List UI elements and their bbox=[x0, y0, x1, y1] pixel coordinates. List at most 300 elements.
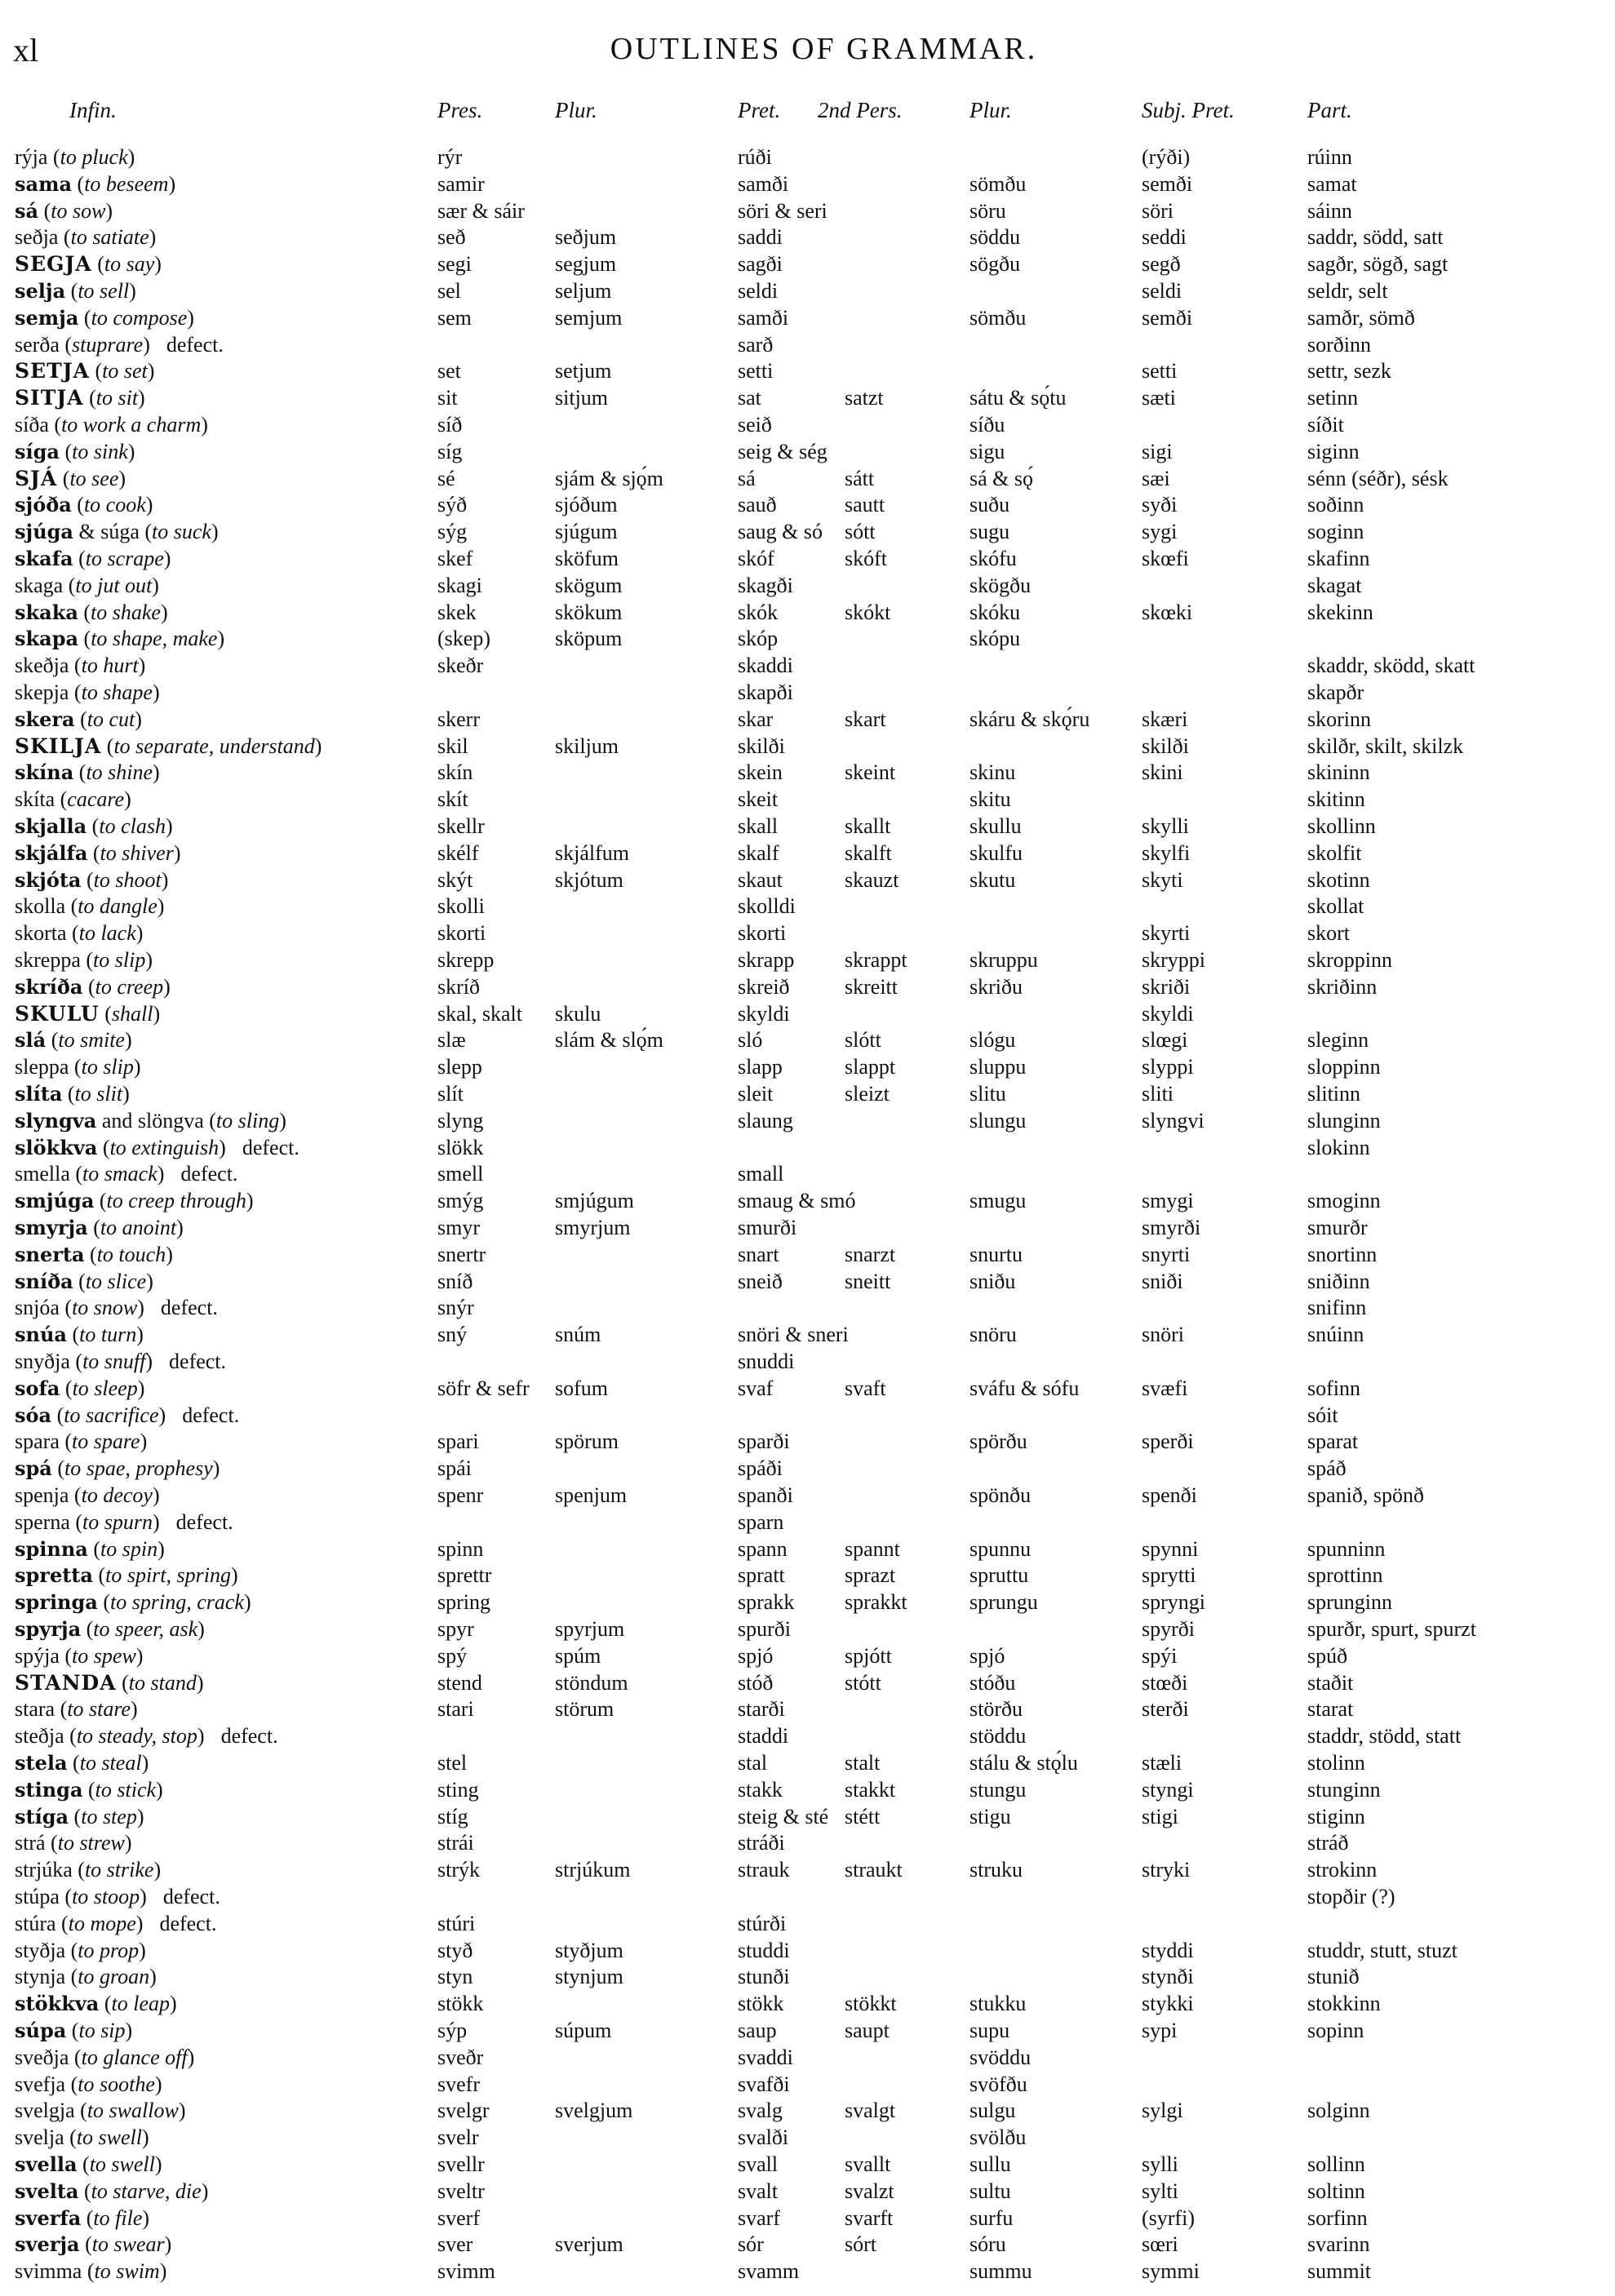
verb-headword: svella bbox=[15, 2152, 78, 2176]
defective-note: defect. bbox=[169, 1350, 227, 1373]
preterite-plural-cell: stukku bbox=[969, 1992, 1027, 2016]
second-person-cell: sátt bbox=[845, 466, 875, 490]
preterite-cell: studdi bbox=[738, 1938, 790, 1962]
second-person-cell: snarzt bbox=[845, 1242, 896, 1266]
table-row bbox=[0, 1965, 1615, 1992]
present-cell: rýr bbox=[437, 145, 463, 169]
preterite-cell: steig & sté bbox=[738, 1804, 829, 1828]
present-cell: spenr bbox=[437, 1483, 484, 1507]
defective-note: defect. bbox=[162, 1885, 220, 1908]
subjunctive-preterite-cell: spryngi bbox=[1142, 1590, 1205, 1615]
preterite-cell: svalg bbox=[738, 2099, 783, 2123]
participle-cell: stolinn bbox=[1307, 1751, 1365, 1775]
participle-cell: skininn bbox=[1307, 760, 1370, 785]
subjunctive-preterite-cell: skœki bbox=[1142, 600, 1193, 624]
verb-gloss: to prop bbox=[78, 1938, 140, 1962]
participle-cell: skorinn bbox=[1307, 707, 1371, 731]
participle-cell: spunninn bbox=[1307, 1536, 1386, 1561]
subjunctive-preterite-cell: symmi bbox=[1142, 2259, 1200, 2284]
table-row bbox=[0, 707, 1615, 734]
present-cell: svimm bbox=[437, 2259, 495, 2284]
present-cell: skélf bbox=[437, 840, 479, 865]
present-cell: sem bbox=[437, 305, 472, 330]
subjunctive-preterite-cell: söri bbox=[1142, 198, 1174, 223]
preterite-cell: strauk bbox=[738, 1858, 790, 1882]
infinitive-cell: slökkva (to extinguish) defect. bbox=[15, 1135, 299, 1159]
verb-gloss: to spurn bbox=[82, 1509, 153, 1534]
participle-cell: soginn bbox=[1307, 520, 1364, 544]
present-cell: stel bbox=[437, 1751, 468, 1775]
preterite-cell: skrapp bbox=[738, 948, 795, 972]
infinitive-cell: svelja (to swell) bbox=[15, 2125, 149, 2150]
verb-headword: skeðja bbox=[15, 654, 69, 678]
verb-gloss: to decoy bbox=[81, 1483, 153, 1507]
table-row bbox=[0, 574, 1615, 601]
subjunctive-preterite-cell: sygi bbox=[1142, 520, 1178, 544]
verb-gloss: to leap bbox=[111, 1992, 171, 2016]
table-row bbox=[0, 1109, 1615, 1136]
preterite-cell: stúrði bbox=[738, 1911, 787, 1935]
verb-headword: SJÁ bbox=[15, 466, 58, 490]
table-row bbox=[0, 1136, 1615, 1163]
participle-cell: spúð bbox=[1307, 1643, 1348, 1668]
verb-gloss: to slip bbox=[93, 948, 146, 972]
participle-cell: síðit bbox=[1307, 413, 1344, 437]
preterite-plural-cell: svöddu bbox=[969, 2045, 1032, 2069]
infinitive-cell: skíta (cacare) bbox=[15, 787, 131, 812]
preterite-plural-cell: sulgu bbox=[969, 2099, 1016, 2123]
verb-gloss: to swell bbox=[89, 2152, 155, 2176]
verb-headword: skafa bbox=[15, 547, 73, 570]
present-plural-cell: svelgjum bbox=[555, 2099, 633, 2123]
preterite-plural-cell: sultu bbox=[969, 2179, 1011, 2203]
preterite-cell: stóð bbox=[738, 1670, 774, 1695]
preterite-cell: saddi bbox=[738, 225, 783, 250]
present-plural-cell: skjótum bbox=[555, 867, 623, 892]
infinitive-cell: síða (to work a charm) bbox=[15, 413, 208, 437]
subjunctive-preterite-cell: spynni bbox=[1142, 1536, 1199, 1561]
preterite-plural-cell: sváfu & sófu bbox=[969, 1376, 1080, 1400]
table-row bbox=[0, 1510, 1615, 1537]
second-person-cell: sautt bbox=[845, 493, 885, 517]
infinitive-cell: sníða (to slice) bbox=[15, 1269, 153, 1293]
verb-headword: spinna bbox=[15, 1536, 88, 1561]
verb-headword: strá bbox=[15, 1831, 46, 1855]
page-number: xl bbox=[13, 32, 39, 69]
second-person-cell: svalgt bbox=[845, 2099, 896, 2123]
header-participle: Part. bbox=[1307, 98, 1352, 122]
subjunctive-preterite-cell: sigi bbox=[1142, 439, 1173, 463]
present-cell: stari bbox=[437, 1697, 474, 1722]
second-person-cell: skalft bbox=[845, 840, 892, 865]
preterite-plural-cell: sluppu bbox=[969, 1055, 1027, 1079]
header-infinitive: Infin. bbox=[69, 98, 117, 122]
verb-headword: skera bbox=[15, 707, 75, 731]
verb-gloss: to strew bbox=[57, 1831, 125, 1855]
present-cell: skek bbox=[437, 600, 477, 624]
verb-headword: sverfa bbox=[15, 2205, 82, 2230]
second-person-cell: spjótt bbox=[845, 1643, 892, 1668]
preterite-cell: stunði bbox=[738, 1965, 790, 1989]
subjunctive-preterite-cell: slœgi bbox=[1142, 1028, 1188, 1053]
infinitive-cell: skafa (to scrape) bbox=[15, 547, 171, 570]
preterite-cell: skaddi bbox=[738, 654, 793, 678]
verb-gloss: to snuff bbox=[82, 1350, 146, 1373]
preterite-cell: saug & só bbox=[738, 520, 823, 544]
preterite-plural-cell: suðu bbox=[969, 493, 1010, 517]
subjunctive-preterite-cell: styngi bbox=[1142, 1777, 1194, 1802]
verb-headword: skaka bbox=[15, 600, 78, 624]
subjunctive-preterite-cell: smyrði bbox=[1142, 1216, 1201, 1239]
table-row bbox=[0, 1697, 1615, 1724]
participle-cell: sprottinn bbox=[1307, 1563, 1383, 1588]
verb-headword: strjúka bbox=[15, 1858, 73, 1882]
verb-headword: skreppa bbox=[15, 948, 81, 972]
participle-cell: seldr, selt bbox=[1307, 279, 1388, 303]
infinitive-cell: sverja (to swear) bbox=[15, 2232, 172, 2257]
present-plural-cell: störum bbox=[555, 1697, 614, 1722]
preterite-plural-cell: skitu bbox=[969, 787, 1011, 812]
table-row bbox=[0, 654, 1615, 680]
present-cell: skil bbox=[437, 734, 468, 758]
present-cell: svefr bbox=[437, 2072, 480, 2096]
verb-headword: sama bbox=[15, 171, 73, 196]
preterite-cell: skorti bbox=[738, 921, 787, 946]
verb-gloss: to compose bbox=[91, 305, 188, 330]
table-row bbox=[0, 1055, 1615, 1082]
preterite-plural-cell: söddu bbox=[969, 225, 1021, 250]
verb-headword: rýja bbox=[15, 145, 48, 169]
preterite-plural-cell: skóku bbox=[969, 600, 1021, 624]
second-person-cell: svalzt bbox=[845, 2179, 894, 2203]
present-plural-cell: slám & slǫ́m bbox=[555, 1028, 663, 1053]
second-person-cell: skreitt bbox=[845, 974, 898, 999]
present-cell: sting bbox=[437, 1777, 479, 1802]
subjunctive-preterite-cell: slyppi bbox=[1142, 1055, 1194, 1079]
infinitive-cell: selja (to sell) bbox=[15, 279, 136, 303]
verb-gloss: to groan bbox=[78, 1965, 150, 1989]
table-row bbox=[0, 1323, 1615, 1350]
subjunctive-preterite-cell: snöri bbox=[1142, 1323, 1184, 1347]
participle-cell: sollinn bbox=[1307, 2152, 1365, 2176]
second-person-cell: skóft bbox=[845, 547, 887, 570]
verb-gloss: to mope bbox=[68, 1911, 136, 1935]
table-row bbox=[0, 1243, 1615, 1270]
verb-gloss: to spew bbox=[72, 1643, 136, 1668]
verb-headword: skjóta bbox=[15, 867, 82, 892]
participle-cell: staddr, stödd, statt bbox=[1307, 1724, 1462, 1749]
verb-gloss: to scrape bbox=[85, 547, 164, 570]
participle-cell: sagðr, sögð, sagt bbox=[1307, 252, 1449, 277]
participle-cell: skolfit bbox=[1307, 840, 1362, 865]
verb-gloss: to creep through bbox=[106, 1189, 246, 1213]
table-row bbox=[0, 1912, 1615, 1939]
verb-gloss: to steal bbox=[79, 1751, 142, 1775]
table-row bbox=[0, 894, 1615, 921]
verb-gloss: cacare bbox=[67, 787, 125, 812]
present-cell: strýk bbox=[437, 1858, 480, 1882]
verb-headword: svelja bbox=[15, 2125, 64, 2150]
header-present: Pres. bbox=[437, 98, 483, 122]
verb-gloss: to strike bbox=[84, 1858, 154, 1882]
verb-gloss: to turn bbox=[79, 1323, 137, 1347]
preterite-plural-cell: stungu bbox=[969, 1777, 1027, 1802]
preterite-plural-cell: sigu bbox=[969, 439, 1005, 463]
subjunctive-preterite-cell: stynði bbox=[1142, 1965, 1194, 1989]
present-cell: sver bbox=[437, 2232, 473, 2257]
present-cell: styð bbox=[437, 1938, 473, 1962]
subjunctive-preterite-cell: snyrti bbox=[1142, 1242, 1191, 1266]
preterite-plural-cell: slungu bbox=[969, 1108, 1027, 1132]
present-cell: sný bbox=[437, 1323, 468, 1347]
table-row bbox=[0, 1162, 1615, 1189]
verb-gloss: to stand bbox=[128, 1670, 197, 1695]
second-person-cell: stakkt bbox=[845, 1777, 896, 1802]
second-person-cell: stökkt bbox=[845, 1992, 897, 2016]
participle-cell: spurðr, spurt, spurzt bbox=[1307, 1617, 1476, 1641]
page-title: OUTLINES OF GRAMMAR. bbox=[610, 32, 1038, 66]
participle-cell: samat bbox=[1307, 171, 1357, 196]
table-row bbox=[0, 493, 1615, 520]
subjunctive-preterite-cell: sæi bbox=[1142, 466, 1170, 490]
participle-cell: sóit bbox=[1307, 1403, 1338, 1427]
table-row bbox=[0, 921, 1615, 948]
preterite-cell: starði bbox=[738, 1697, 785, 1722]
preterite-cell: spratt bbox=[738, 1563, 785, 1588]
preterite-cell: svaf bbox=[738, 1376, 774, 1400]
verb-gloss: to shoot bbox=[93, 867, 162, 892]
table-row bbox=[0, 1805, 1615, 1832]
second-person-cell: svarft bbox=[845, 2205, 894, 2230]
table-row bbox=[0, 1002, 1615, 1029]
subjunctive-preterite-cell: skyrti bbox=[1142, 921, 1191, 946]
preterite-cell: skapði bbox=[738, 680, 793, 704]
present-cell: skolli bbox=[437, 894, 485, 919]
second-person-cell: slappt bbox=[845, 1055, 896, 1079]
table-row bbox=[0, 1270, 1615, 1296]
table-row bbox=[0, 2179, 1615, 2206]
table-row bbox=[0, 225, 1615, 252]
preterite-plural-cell: spruttu bbox=[969, 1563, 1029, 1588]
participle-cell: skollat bbox=[1307, 894, 1364, 919]
infinitive-cell: snerta (to touch) bbox=[15, 1242, 173, 1266]
preterite-cell: snart bbox=[738, 1242, 779, 1266]
preterite-cell: skóf bbox=[738, 547, 774, 570]
table-row bbox=[0, 1939, 1615, 1966]
participle-cell: stráð bbox=[1307, 1831, 1349, 1855]
participle-cell: soðinn bbox=[1307, 493, 1364, 517]
preterite-cell: snuddi bbox=[738, 1350, 795, 1373]
participle-cell: saddr, södd, satt bbox=[1307, 225, 1444, 250]
infinitive-cell: stela (to steal) bbox=[15, 1751, 149, 1775]
preterite-cell: slapp bbox=[738, 1055, 783, 1079]
present-cell: skagi bbox=[437, 573, 482, 597]
table-row bbox=[0, 680, 1615, 707]
infinitive-cell: skjálfa (to shiver) bbox=[15, 840, 181, 865]
verb-headword: stökkva bbox=[15, 1992, 100, 2016]
present-cell: spari bbox=[437, 1429, 479, 1454]
second-person-cell: spannt bbox=[845, 1536, 900, 1561]
table-row bbox=[0, 2259, 1615, 2286]
subjunctive-preterite-cell: sylti bbox=[1142, 2179, 1178, 2203]
verb-headword: stinga bbox=[15, 1777, 83, 1802]
second-person-cell: svaft bbox=[845, 1376, 886, 1400]
verb-gloss: to dangle bbox=[78, 894, 158, 919]
preterite-cell: setti bbox=[738, 359, 774, 383]
table-row bbox=[0, 2072, 1615, 2099]
verb-headword: seðja bbox=[15, 225, 59, 250]
table-row bbox=[0, 868, 1615, 895]
preterite-plural-cell: skáru & skǫ́ru bbox=[969, 707, 1090, 731]
verb-headword: skaga bbox=[15, 573, 64, 597]
present-cell: slæ bbox=[437, 1028, 466, 1053]
table-row bbox=[0, 627, 1615, 654]
subjunctive-preterite-cell: sylli bbox=[1142, 2152, 1178, 2176]
verb-gloss: to slice bbox=[85, 1269, 147, 1293]
present-cell: sýð bbox=[437, 493, 468, 517]
verb-headword: semja bbox=[15, 305, 79, 330]
defective-note: defect. bbox=[160, 1296, 218, 1320]
verb-headword: sleppa bbox=[15, 1055, 69, 1079]
present-plural-cell: sköpum bbox=[555, 627, 623, 651]
infinitive-cell: skeðja (to hurt) bbox=[15, 654, 146, 678]
infinitive-cell: sveðja (to glance off) bbox=[15, 2045, 195, 2069]
verb-gloss: to pluck bbox=[60, 145, 128, 169]
verb-gloss: to shake bbox=[91, 600, 161, 624]
second-person-cell: sótt bbox=[845, 520, 876, 544]
present-plural-cell: stynjum bbox=[555, 1965, 623, 1989]
preterite-cell: spáði bbox=[738, 1456, 783, 1481]
verb-headword: skapa bbox=[15, 627, 79, 651]
verb-headword: spýja bbox=[15, 1643, 60, 1668]
second-person-cell: sprakkt bbox=[845, 1590, 907, 1615]
preterite-cell: sneið bbox=[738, 1269, 783, 1293]
infinitive-cell: skaga (to jut out) bbox=[15, 573, 159, 597]
verb-headword: skolla bbox=[15, 894, 66, 919]
verb-gloss: to cut bbox=[87, 707, 135, 731]
present-cell: sé bbox=[437, 466, 455, 490]
table-row bbox=[0, 2099, 1615, 2125]
verb-gloss: to cook bbox=[83, 493, 146, 517]
verb-gloss: to satiate bbox=[70, 225, 149, 250]
second-person-cell: stétt bbox=[845, 1804, 881, 1828]
second-person-cell: straukt bbox=[845, 1858, 903, 1882]
verb-gloss: to lack bbox=[78, 921, 136, 946]
preterite-plural-cell: sullu bbox=[969, 2152, 1011, 2176]
participle-cell: slokinn bbox=[1307, 1135, 1370, 1159]
present-cell: skít bbox=[437, 787, 468, 812]
infinitive-cell: strjúka (to strike) bbox=[15, 1858, 162, 1882]
second-person-cell: skeint bbox=[845, 760, 896, 785]
verb-headword: slá bbox=[15, 1028, 47, 1053]
subjunctive-preterite-cell: sniði bbox=[1142, 1269, 1183, 1293]
present-cell: spyr bbox=[437, 1617, 474, 1641]
preterite-plural-cell: sóru bbox=[969, 2232, 1006, 2257]
subjunctive-preterite-cell: segð bbox=[1142, 252, 1181, 277]
preterite-cell: sat bbox=[738, 386, 761, 410]
table-row bbox=[0, 1644, 1615, 1671]
subjunctive-preterite-cell: sypi bbox=[1142, 2019, 1178, 2042]
infinitive-cell: SJÁ (to see) bbox=[15, 466, 126, 490]
infinitive-cell: SKULU (shall) bbox=[15, 1001, 161, 1026]
subjunctive-preterite-cell: skœfi bbox=[1142, 547, 1189, 570]
verb-headword: stúpa bbox=[15, 1885, 60, 1908]
verb-gloss: to slip bbox=[81, 1055, 134, 1079]
preterite-plural-cell: sömðu bbox=[969, 171, 1027, 196]
present-cell: skín bbox=[437, 760, 473, 785]
infinitive-cell: stökkva (to leap) bbox=[15, 1992, 177, 2016]
preterite-plural-cell: skruppu bbox=[969, 948, 1038, 972]
verb-headword: steðja bbox=[15, 1724, 64, 1749]
preterite-cell: saup bbox=[738, 2019, 777, 2042]
verb-variant: and slöngva bbox=[96, 1108, 204, 1132]
preterite-cell: svalt bbox=[738, 2179, 779, 2203]
preterite-cell: seið bbox=[738, 413, 772, 437]
second-person-cell: skart bbox=[845, 707, 886, 731]
verb-headword: svelta bbox=[15, 2179, 79, 2203]
preterite-plural-cell: skriðu bbox=[969, 974, 1023, 999]
subjunctive-preterite-cell: skylli bbox=[1142, 814, 1189, 838]
subjunctive-preterite-cell: stigi bbox=[1142, 1804, 1178, 1828]
present-plural-cell: sjám & sjǫ́m bbox=[555, 466, 663, 490]
verb-variant: & súga bbox=[73, 520, 140, 544]
present-cell: slepp bbox=[437, 1055, 482, 1079]
preterite-plural-cell: sugu bbox=[969, 520, 1010, 544]
verb-gloss: to set bbox=[102, 359, 148, 383]
preterite-plural-cell: sá & sǫ́ bbox=[969, 466, 1033, 490]
subjunctive-preterite-cell: sylgi bbox=[1142, 2099, 1183, 2123]
infinitive-cell: skaka (to shake) bbox=[15, 600, 168, 624]
present-cell: skríð bbox=[437, 974, 480, 999]
participle-cell: skroppinn bbox=[1307, 948, 1392, 972]
preterite-cell: spurði bbox=[738, 1617, 791, 1641]
present-plural-cell: sköfum bbox=[555, 547, 619, 570]
present-plural-cell: spenjum bbox=[555, 1483, 628, 1507]
preterite-cell: staddi bbox=[738, 1724, 789, 1749]
verb-headword: snúa bbox=[15, 1323, 67, 1347]
verb-gloss: to steady, stop bbox=[76, 1724, 197, 1749]
verb-headword: skepja bbox=[15, 680, 69, 704]
infinitive-cell: sofa (to sleep) bbox=[15, 1376, 145, 1400]
verb-gloss: to shape, make bbox=[91, 627, 218, 651]
verb-headword: slyngva bbox=[15, 1108, 97, 1132]
preterite-plural-cell: stigu bbox=[969, 1804, 1011, 1828]
verb-headword: spara bbox=[15, 1429, 60, 1454]
verb-headword: skjalla bbox=[15, 814, 87, 838]
table-row bbox=[0, 333, 1615, 360]
preterite-cell: söri & seri bbox=[738, 198, 827, 223]
participle-cell: stunið bbox=[1307, 1965, 1360, 1989]
verb-headword: stíga bbox=[15, 1804, 69, 1828]
present-cell: spring bbox=[437, 1590, 490, 1615]
verb-headword: sjóða bbox=[15, 493, 72, 517]
defective-note: defect. bbox=[182, 1403, 240, 1427]
preterite-plural-cell: stöddu bbox=[969, 1724, 1027, 1749]
table-row bbox=[0, 2206, 1615, 2233]
present-plural-cell: smjúgum bbox=[555, 1189, 634, 1213]
infinitive-cell: súpa (to sip) bbox=[15, 2019, 133, 2042]
infinitive-cell: skepja (to shape) bbox=[15, 680, 160, 704]
verb-gloss: to sling bbox=[215, 1108, 280, 1132]
preterite-cell: skall bbox=[738, 814, 779, 838]
infinitive-cell: sperna (to spurn) defect. bbox=[15, 1509, 233, 1534]
verb-headword: SEGJA bbox=[15, 252, 92, 277]
table-row bbox=[0, 1483, 1615, 1510]
present-cell: slökk bbox=[437, 1135, 484, 1159]
verb-headword: snerta bbox=[15, 1242, 85, 1266]
participle-cell: samðr, sömð bbox=[1307, 305, 1415, 330]
present-cell: svelr bbox=[437, 2125, 479, 2150]
